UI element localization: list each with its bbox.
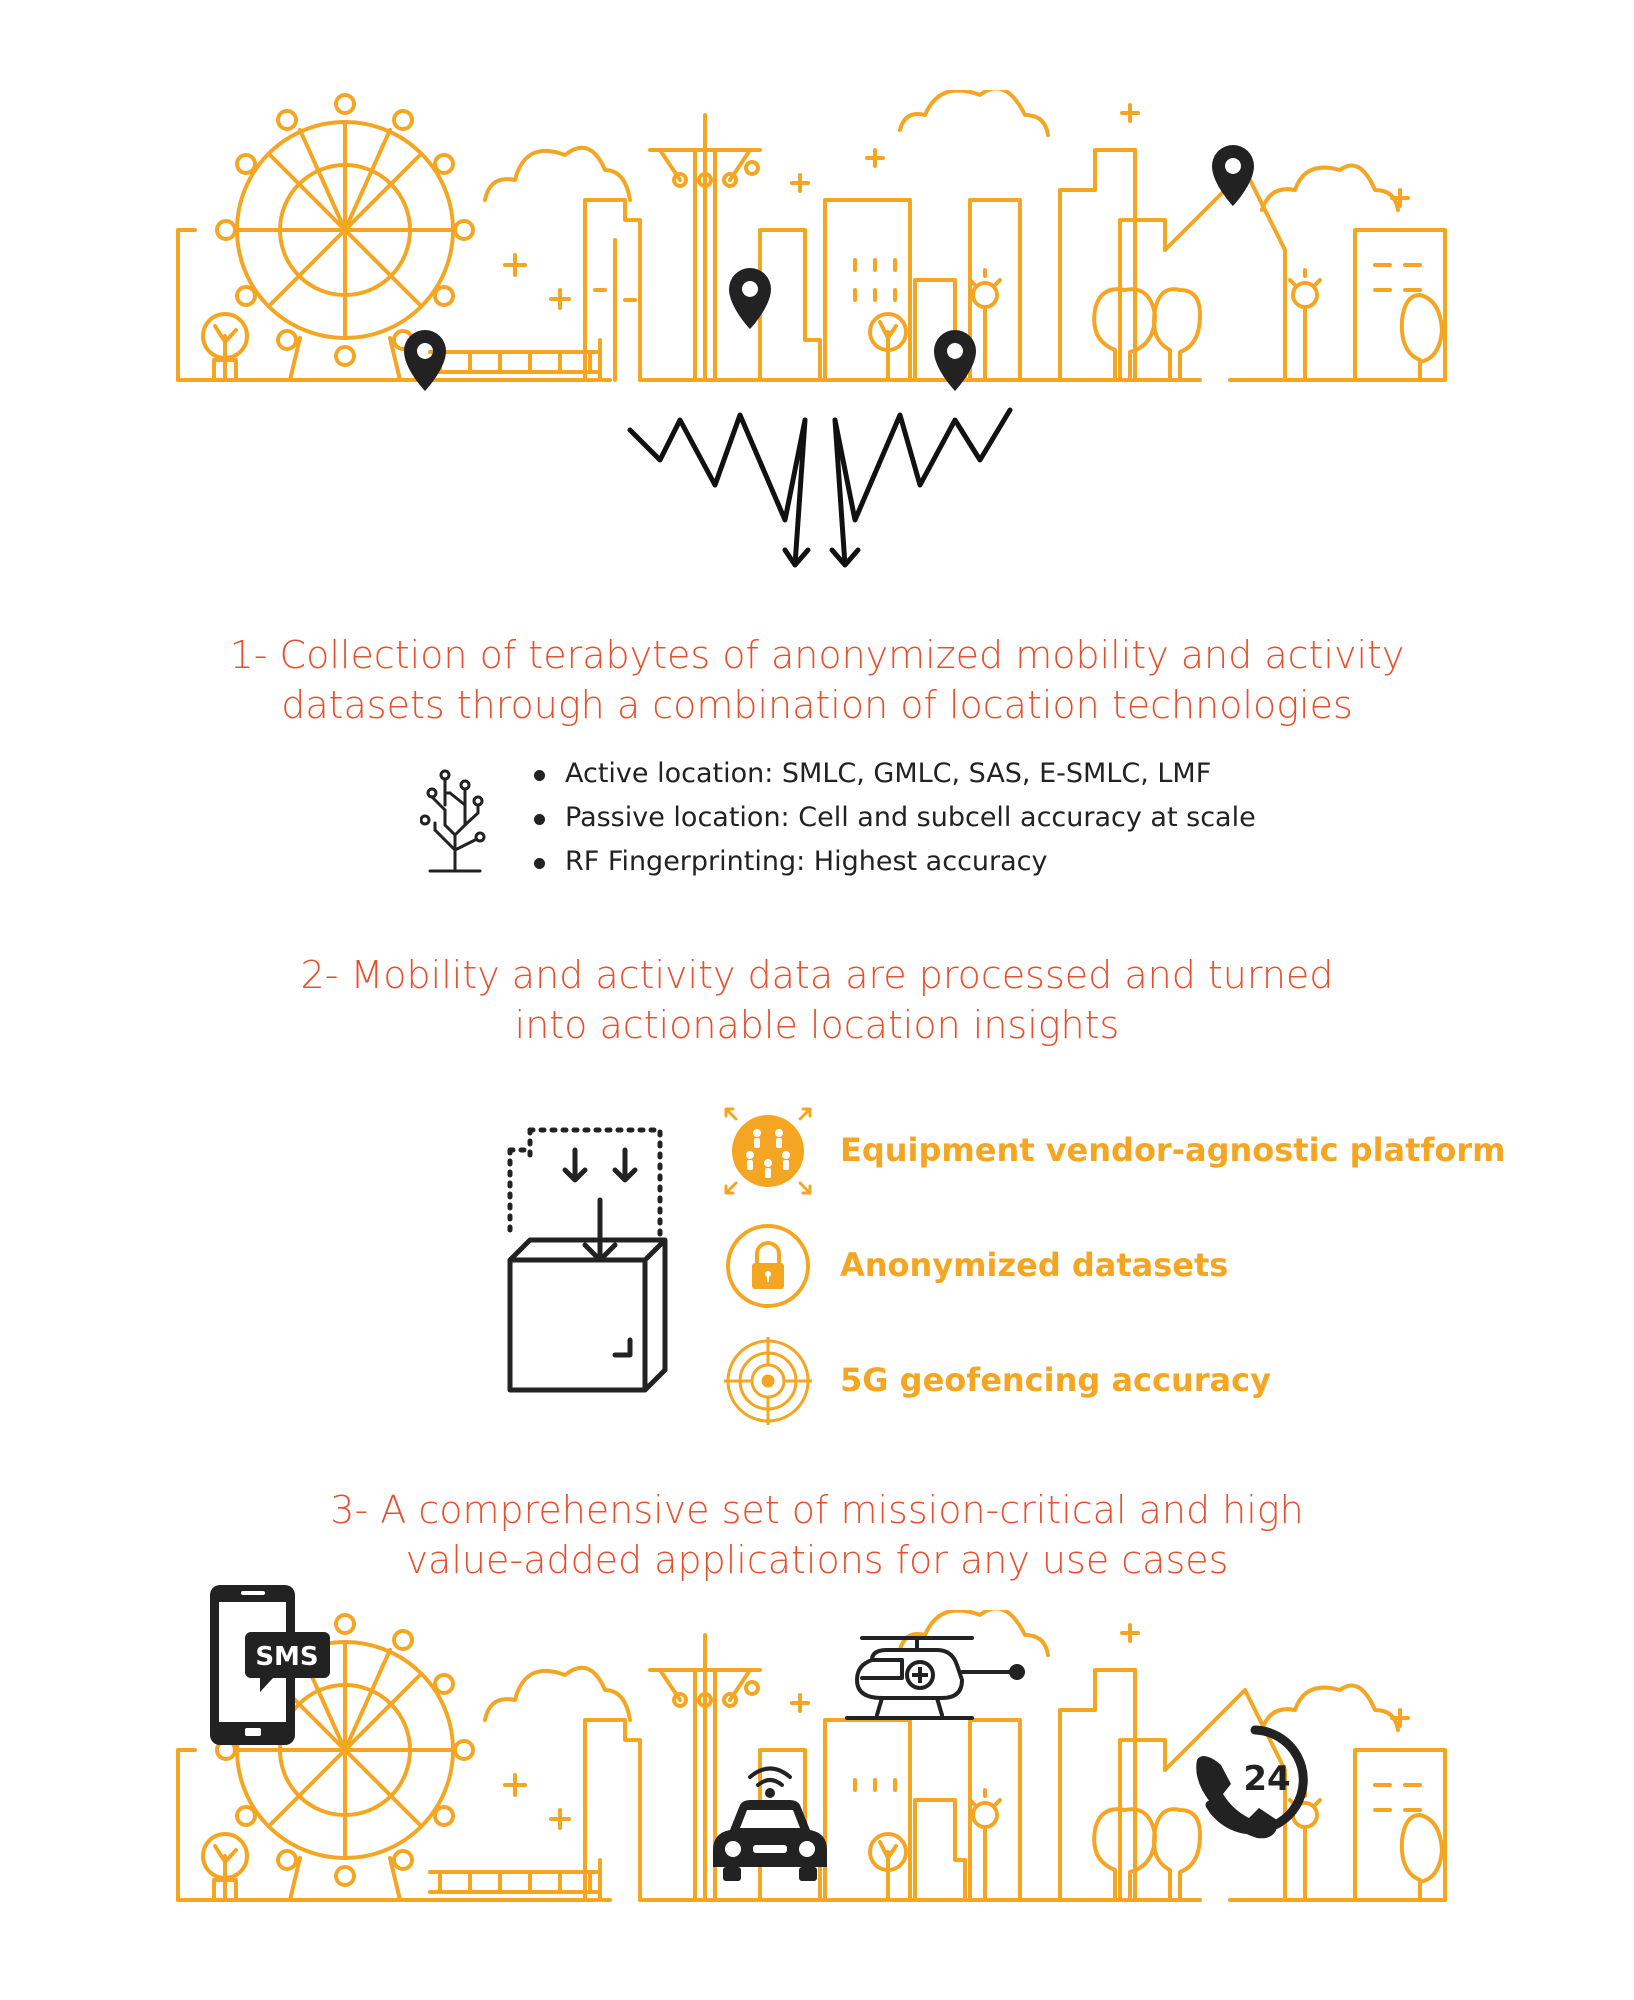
technology-item: Passive location: Cell and subcell accuracy at scale	[530, 796, 1256, 840]
feature-label: Equipment vendor-agnostic platform	[840, 1131, 1506, 1169]
feature-item	[722, 1220, 1622, 1310]
technology-item: Active location: SMLC, GMLC, SAS, E-SMLC, LMF	[530, 752, 1256, 796]
feature-item	[722, 1335, 1622, 1425]
data-box-processing-icon	[500, 1120, 680, 1400]
technology-list	[530, 752, 1256, 884]
step-2-title-line1: 2- Mobility and activity data are processed and turned	[300, 953, 1334, 997]
circuit-tree-icon	[420, 765, 490, 875]
feature-label: Anonymized datasets	[840, 1246, 1229, 1284]
ambulance-helicopter-icon	[842, 1630, 1032, 1730]
sms-phone-icon	[205, 1580, 335, 1755]
step-3-title	[0, 1485, 1634, 1585]
step-3-title-line1: 3- A comprehensive set of mission-critical and high	[330, 1488, 1304, 1532]
crosshair-target-icon	[722, 1335, 814, 1427]
feature-item	[722, 1105, 1622, 1195]
signal-arrows-icon	[620, 400, 1020, 580]
step-1-title-line1: 1- Collection of terabytes of anonymized mobility and activity	[229, 633, 1405, 677]
hours-label: 24	[1243, 1759, 1291, 1799]
step-3-title-line2: value-added applications for any use cases	[405, 1538, 1229, 1582]
people-network-icon	[722, 1105, 814, 1197]
step-2-title-line2: into actionable location insights	[514, 1003, 1120, 1047]
technology-item: RF Fingerprinting: Highest accuracy	[530, 840, 1256, 884]
padlock-icon	[722, 1220, 814, 1312]
step-1-title-line2: datasets through a combination of location technologies	[281, 683, 1353, 727]
feature-label: 5G geofencing accuracy	[840, 1361, 1271, 1399]
city-skyline-top	[0, 90, 1634, 430]
connected-car-icon	[705, 1755, 835, 1890]
support-24h-icon	[1185, 1720, 1315, 1850]
sms-label: SMS	[255, 1642, 319, 1672]
step-2-title	[0, 950, 1634, 1050]
step-1-title	[0, 630, 1634, 730]
